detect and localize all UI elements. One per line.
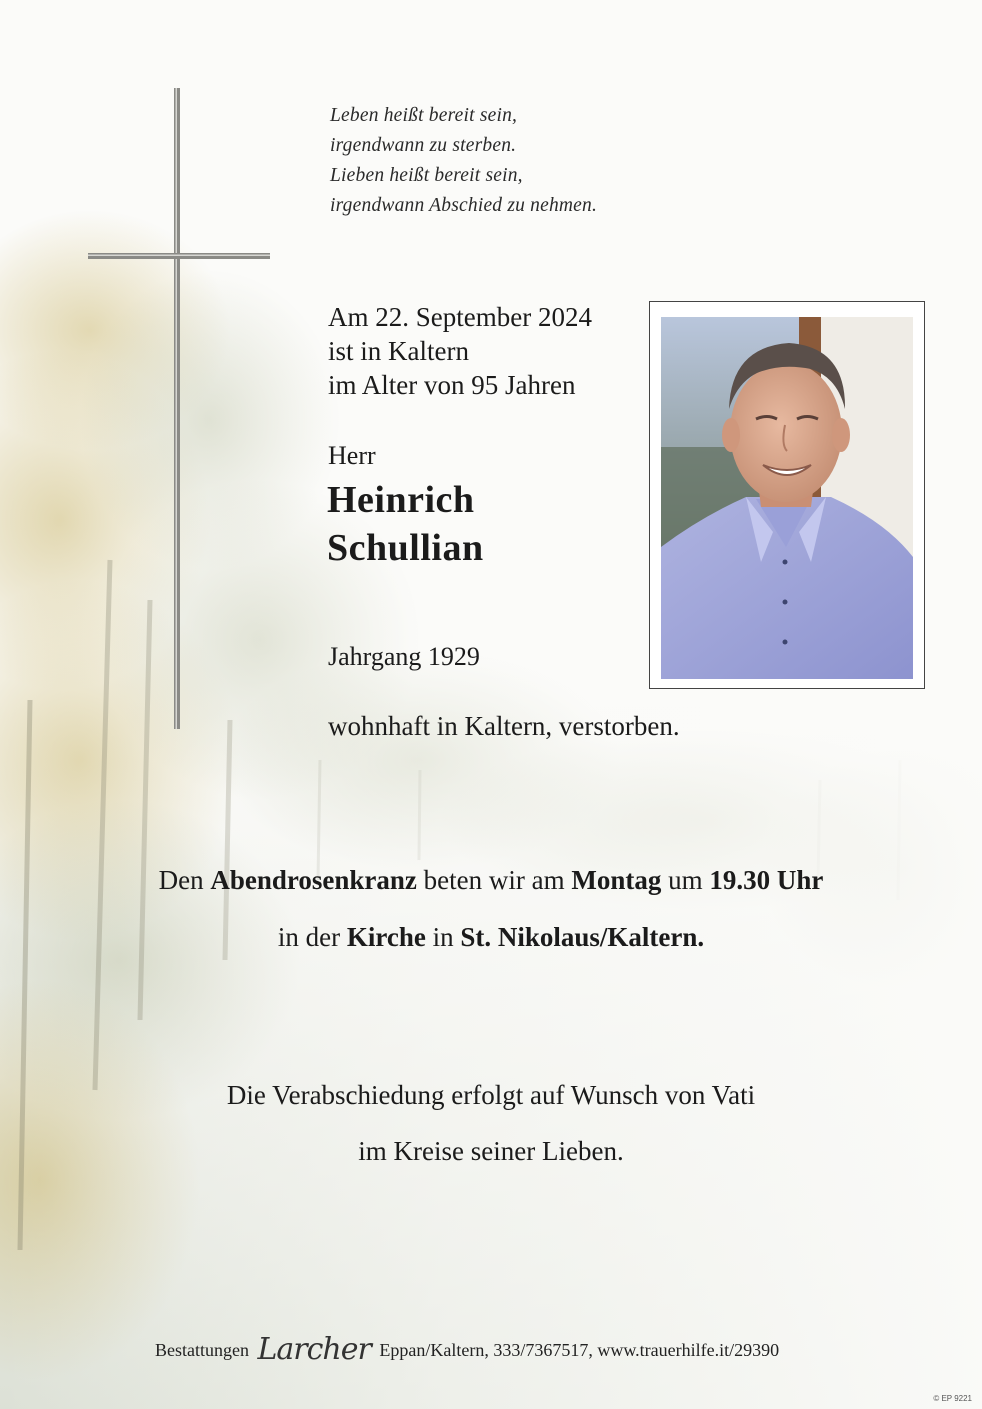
farewell-line: im Kreise seiner Lieben. [358,1136,624,1166]
rosary-time: 19.30 Uhr [709,865,824,895]
rosary-event: Abendrosenkranz [210,865,417,895]
footer-contact: Eppan/Kaltern, 333/7367517, www.trauerhilfe.it/29390 [379,1340,780,1360]
first-name: Heinrich [327,479,475,521]
last-name: Schullian [327,527,484,569]
rosary-announcement [0,852,982,966]
rosary-text: um [661,865,710,895]
deceased-name [327,476,484,572]
death-date: Am 22. September 2024 [328,302,592,332]
rosary-text: in [425,922,461,952]
rosary-day: Montag [571,865,662,895]
death-notice-intro [328,300,592,402]
poem-line: Leben heißt bereit sein, [330,105,518,126]
rosary-text: Den [158,865,211,895]
poem-line: Lieben heißt bereit sein, [330,165,523,186]
poem-line: irgendwann Abschied zu nehmen. [330,195,598,216]
rosary-venue: Kirche [346,922,426,952]
residence-line: wohnhaft in Kaltern, verstorben. [328,711,680,741]
poem-line: irgendwann zu sterben. [330,135,517,156]
honorific: Herr [328,441,376,470]
death-place: ist in Kaltern [328,336,469,366]
rosary-text: beten wir am [416,865,572,895]
portrait-frame [649,301,925,689]
print-code: © EP 9221 [933,1394,972,1403]
farewell-line: Die Verabschiedung erfolgt auf Wunsch von Vati [226,1080,756,1110]
funeral-home-logo: Larcher [257,1332,371,1367]
birth-year: Jahrgang 1929 [328,642,480,671]
memorial-poem [330,101,597,221]
age-at-death: im Alter von 95 Jahren [328,370,576,400]
rosary-line-2 [0,909,982,966]
farewell-notice [0,1067,982,1179]
portrait-photo [661,317,913,679]
funeral-home-footer [155,1332,779,1367]
rosary-text: in der [277,922,347,952]
rosary-line-1 [0,852,982,909]
rosary-location: St. Nikolaus/Kaltern. [460,922,705,952]
footer-prefix: Bestattungen [155,1340,249,1360]
